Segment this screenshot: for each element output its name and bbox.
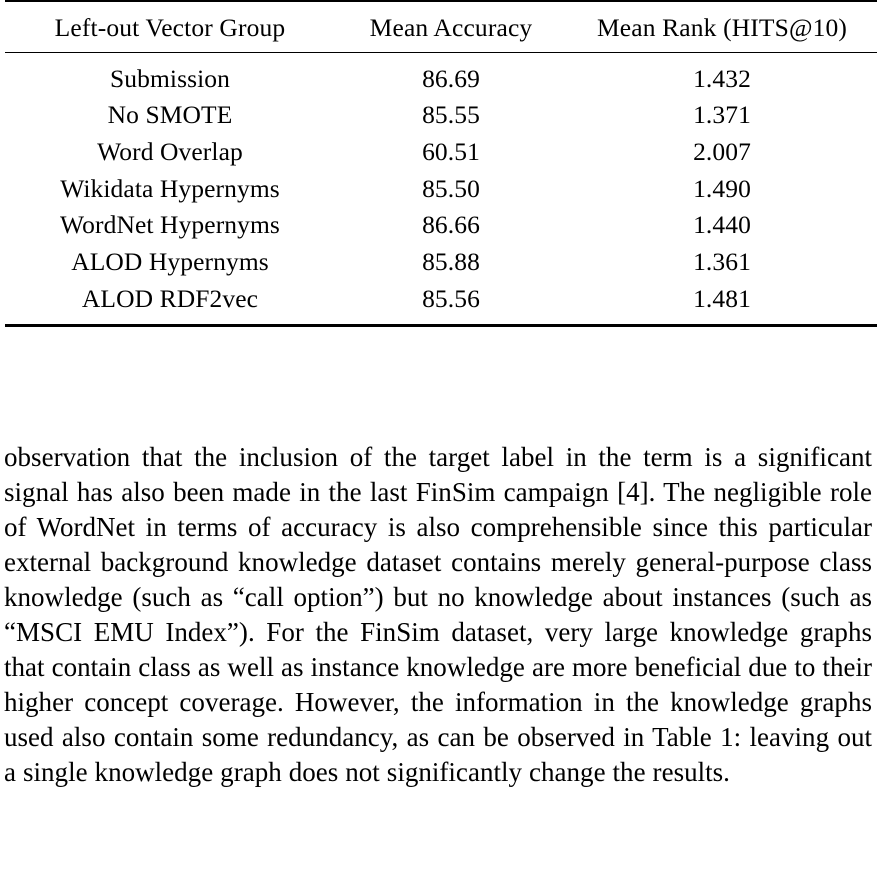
table-row xyxy=(5,280,877,326)
results-table-container xyxy=(5,0,877,327)
cell-group: WordNet Hypernyms xyxy=(60,210,280,240)
cell-rank: 1.490 xyxy=(693,173,751,203)
cell-rank: 1.361 xyxy=(693,246,751,276)
column-header-group: Left-out Vector Group xyxy=(54,13,286,42)
cell-accuracy: 60.51 xyxy=(422,136,480,166)
body-paragraph: observation that the inclusion of the target label in the term is a significant signal has also been made in the last FinSim campaign [4]. The negligible role of WordNet in terms of accuracy is also comprehensible since this particular external background knowledge dataset contains merely general-purpose class knowledge (such as “call option”) but no knowledge about instances (such as “MSCI EMU Index”). For the FinSim dataset, very large knowledge graphs that contain class as well as instance knowledge are more beneficial due to their higher concept coverage. However, the information in the knowledge graphs used also contain some redundancy, as can be observed in Table 1: leaving out a single knowledge graph does not significantly change the results. xyxy=(4,442,872,787)
cell-accuracy: 85.55 xyxy=(422,100,480,130)
table-header xyxy=(5,1,877,52)
column-header-mean-rank: Mean Rank (HITS@10) xyxy=(596,13,848,42)
cell-group: Wikidata Hypernyms xyxy=(60,173,280,203)
table-row xyxy=(5,133,877,170)
cell-rank: 1.440 xyxy=(693,210,751,240)
cell-group: Word Overlap xyxy=(97,136,243,166)
table-row xyxy=(5,170,877,207)
cell-accuracy: 86.66 xyxy=(422,210,480,240)
table-row xyxy=(5,52,877,97)
results-table xyxy=(5,0,877,327)
table-row xyxy=(5,97,877,134)
cell-group: ALOD RDF2vec xyxy=(81,283,259,313)
cell-group: No SMOTE xyxy=(107,100,233,130)
column-header-mean-accuracy: Mean Accuracy xyxy=(369,13,533,42)
cell-group: Submission xyxy=(109,63,231,93)
cell-rank: 1.481 xyxy=(693,283,751,313)
cell-rank: 1.371 xyxy=(693,100,751,130)
body-paragraph-container xyxy=(4,440,872,790)
table-header-row xyxy=(5,1,877,52)
cell-rank: 2.007 xyxy=(693,136,751,166)
table-row xyxy=(5,243,877,280)
cell-accuracy: 86.69 xyxy=(422,63,480,93)
cell-accuracy: 85.56 xyxy=(422,283,480,313)
table-row xyxy=(5,207,877,244)
cell-rank: 1.432 xyxy=(693,63,751,93)
cell-accuracy: 85.50 xyxy=(422,173,480,203)
cell-accuracy: 85.88 xyxy=(422,246,480,276)
table-body xyxy=(5,52,877,326)
cell-group: ALOD Hypernyms xyxy=(71,246,269,276)
